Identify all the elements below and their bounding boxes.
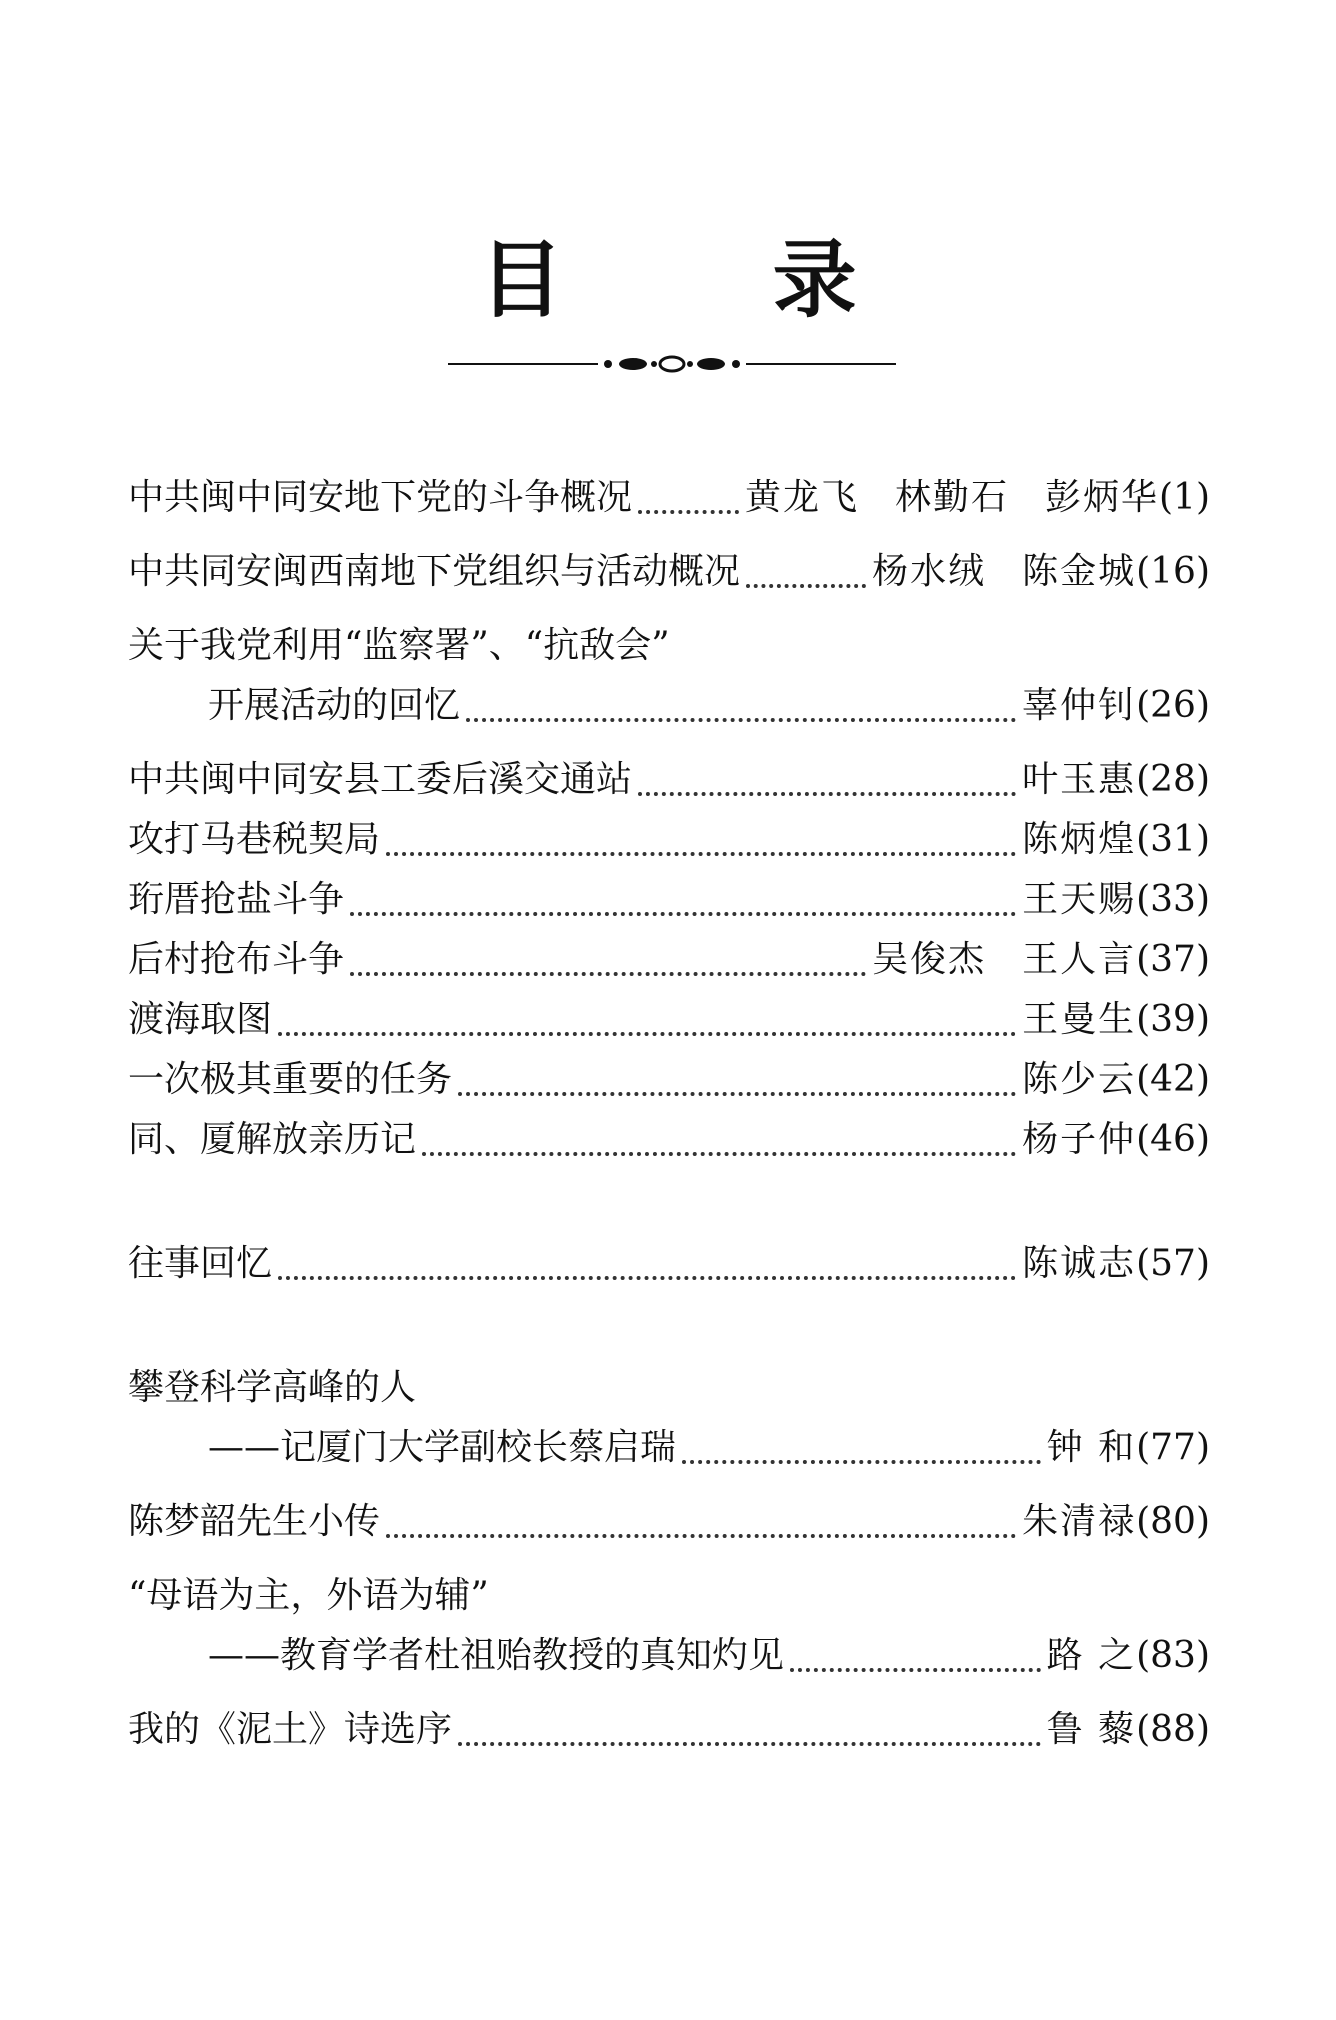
page-number: (26) xyxy=(1136,685,1210,726)
dot-leader xyxy=(458,1742,1041,1746)
entry-title: 关于我党利用“监察署”、“抗敌会” xyxy=(128,625,670,666)
entry-authors xyxy=(872,542,1136,602)
page-number: (88) xyxy=(1136,1709,1210,1750)
author-name: 叶玉惠 xyxy=(1022,759,1137,800)
toc-entry-line xyxy=(128,750,1210,810)
toc-entry-line xyxy=(128,616,1210,676)
entry-title: 攀登科学高峰的人 xyxy=(128,1367,417,1408)
author-name: 杨子仲 xyxy=(1022,1119,1137,1160)
toc-entry-line xyxy=(128,1110,1210,1170)
dot-leader xyxy=(638,792,1016,796)
author-name: 朱清禄 xyxy=(1022,1501,1137,1542)
author-name: 陈诚志 xyxy=(1022,1243,1137,1284)
entry-title: 中共闽中同安县工委后溪交通站 xyxy=(128,759,633,800)
entry-authors xyxy=(1047,1700,1136,1760)
toc-entry[interactable] xyxy=(128,990,1210,1050)
entry-authors xyxy=(1047,1418,1136,1478)
page-number: (31) xyxy=(1136,819,1210,860)
entry-authors xyxy=(1022,1050,1136,1110)
entry-authors xyxy=(1022,1492,1136,1552)
page-number: (33) xyxy=(1136,879,1210,920)
entry-title: 中共同安闽西南地下党组织与活动概况 xyxy=(128,551,741,592)
toc-entry-line xyxy=(128,542,1210,602)
ornament-divider-icon xyxy=(448,352,896,376)
toc-entry-line xyxy=(128,1234,1210,1294)
author-name: 陈金城 xyxy=(1022,551,1137,592)
dot-leader xyxy=(350,912,1016,916)
page-number: (37) xyxy=(1136,939,1210,980)
author-name: 路 之 xyxy=(1046,1635,1137,1676)
entry-authors xyxy=(1022,870,1136,930)
entry-authors xyxy=(872,930,1136,990)
entry-authors xyxy=(1022,676,1136,736)
toc-entry[interactable] xyxy=(128,750,1210,810)
entry-title: 往事回忆 xyxy=(128,1243,273,1284)
table-of-contents xyxy=(128,468,1210,1760)
entry-authors xyxy=(1022,750,1136,810)
toc-entry-line xyxy=(128,676,1210,736)
dot-leader xyxy=(638,510,739,514)
dot-leader xyxy=(682,1460,1041,1464)
entry-authors xyxy=(745,468,1159,528)
entry-authors xyxy=(1022,1110,1136,1170)
page-number: (28) xyxy=(1136,759,1210,800)
toc-entry-line xyxy=(128,810,1210,870)
author-name: 陈少云 xyxy=(1022,1059,1137,1100)
toc-entry[interactable] xyxy=(128,930,1210,990)
dot-leader xyxy=(746,584,866,588)
author-name: 黄龙飞 xyxy=(744,477,859,518)
entry-title: 后村抢布斗争 xyxy=(128,939,345,980)
toc-entry-line xyxy=(128,990,1210,1050)
toc-entry[interactable] xyxy=(128,810,1210,870)
entry-authors xyxy=(1022,1234,1136,1294)
toc-entry-line xyxy=(128,1050,1210,1110)
page-number: (80) xyxy=(1136,1501,1210,1542)
page-number: (1) xyxy=(1159,477,1210,518)
dot-leader xyxy=(458,1092,1016,1096)
author-name: 陈炳煌 xyxy=(1022,819,1137,860)
dot-leader xyxy=(790,1668,1041,1672)
toc-entry[interactable] xyxy=(128,1234,1210,1294)
dot-leader xyxy=(278,1276,1016,1280)
entry-title: 我的《泥土》诗选序 xyxy=(128,1709,453,1750)
dot-leader xyxy=(350,972,866,976)
author-name: 王人言 xyxy=(1022,939,1137,980)
entry-title: 中共闽中同安地下党的斗争概况 xyxy=(128,477,633,518)
dot-leader xyxy=(466,718,1016,722)
entry-title: 陈梦韶先生小传 xyxy=(128,1501,381,1542)
toc-entry[interactable] xyxy=(128,1492,1210,1552)
dot-leader xyxy=(386,1534,1016,1538)
author-name: 吴俊杰 xyxy=(872,939,987,980)
toc-entry-line xyxy=(128,1700,1210,1760)
toc-entry[interactable] xyxy=(128,468,1210,528)
toc-entry[interactable] xyxy=(128,1566,1210,1686)
author-name: 王曼生 xyxy=(1022,999,1137,1040)
toc-entry-line xyxy=(128,1566,1210,1626)
page-number: (46) xyxy=(1136,1119,1210,1160)
entry-title: 同、厦解放亲历记 xyxy=(128,1119,417,1160)
author-name: 辜仲钊 xyxy=(1022,685,1137,726)
entry-title: “母语为主，外语为辅” xyxy=(128,1575,489,1616)
toc-entry[interactable] xyxy=(128,542,1210,602)
toc-entry[interactable] xyxy=(128,1050,1210,1110)
toc-entry-line xyxy=(128,1358,1210,1418)
toc-entry-line xyxy=(128,930,1210,990)
toc-entry[interactable] xyxy=(128,870,1210,930)
toc-entry-line xyxy=(128,1492,1210,1552)
author-name: 钟 和 xyxy=(1046,1427,1137,1468)
entry-authors xyxy=(1022,990,1136,1050)
page-number: (42) xyxy=(1136,1059,1210,1100)
page-number: (16) xyxy=(1136,551,1210,592)
page-number: (83) xyxy=(1136,1635,1210,1676)
entry-title: 开展活动的回忆 xyxy=(208,685,461,726)
entry-authors xyxy=(1047,1626,1136,1686)
toc-entry-line xyxy=(128,1626,1210,1686)
page-number: (57) xyxy=(1136,1243,1210,1284)
toc-entry[interactable] xyxy=(128,1358,1210,1478)
entry-title: 攻打马巷税契局 xyxy=(128,819,381,860)
toc-entry-line xyxy=(128,1418,1210,1478)
dot-leader xyxy=(278,1032,1016,1036)
author-name: 彭炳华 xyxy=(1044,477,1159,518)
entry-title: 渡海取图 xyxy=(128,999,273,1040)
author-name: 王天赐 xyxy=(1022,879,1137,920)
toc-entry[interactable] xyxy=(128,616,1210,736)
entry-title: ——记厦门大学副校长蔡启瑞 xyxy=(208,1427,677,1468)
toc-entry[interactable] xyxy=(128,1700,1210,1760)
page-number: (77) xyxy=(1136,1427,1210,1468)
dot-leader xyxy=(386,852,1016,856)
toc-entry[interactable] xyxy=(128,1110,1210,1170)
entry-title: 珩厝抢盐斗争 xyxy=(128,879,345,920)
entry-title: ——教育学者杜祖贻教授的真知灼见 xyxy=(208,1635,785,1676)
page-number: (39) xyxy=(1136,999,1210,1040)
author-name: 杨水绒 xyxy=(872,551,987,592)
author-name: 林勤石 xyxy=(894,477,1009,518)
toc-entry-line xyxy=(128,870,1210,930)
dot-leader xyxy=(422,1152,1016,1156)
entry-authors xyxy=(1022,810,1136,870)
entry-title: 一次极其重要的任务 xyxy=(128,1059,453,1100)
toc-entry-line xyxy=(128,468,1210,528)
page-title: 目 录 xyxy=(479,230,947,329)
author-name: 鲁 藜 xyxy=(1046,1709,1137,1750)
